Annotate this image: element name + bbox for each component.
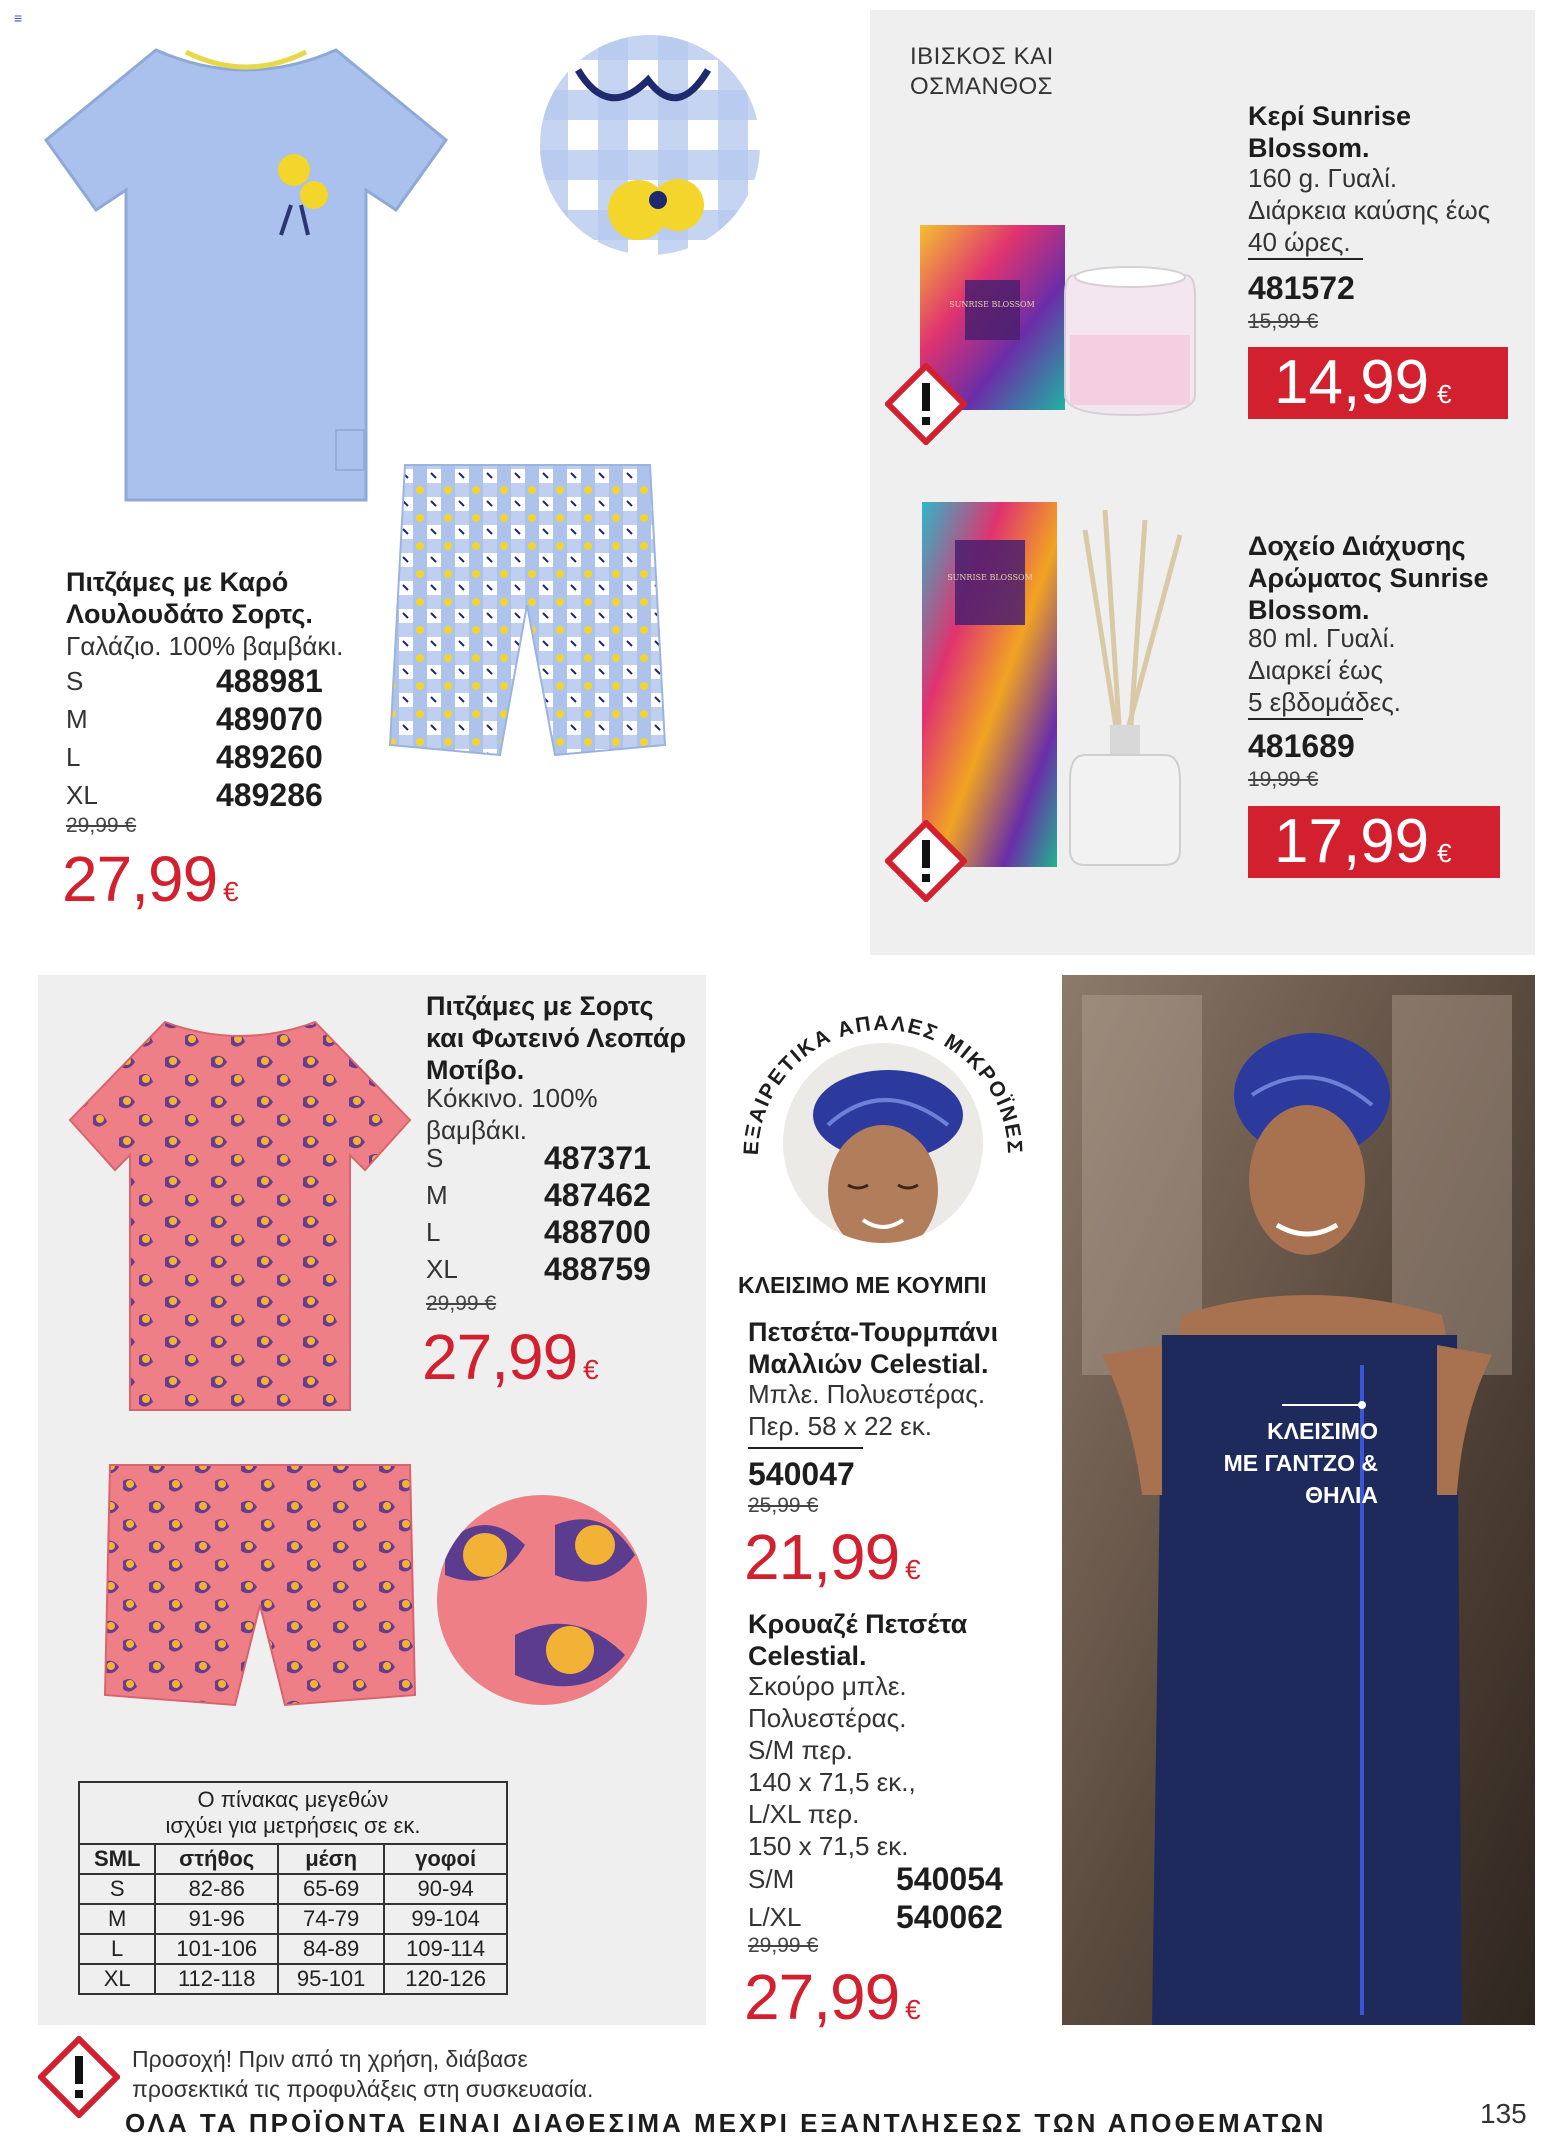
- table-header: SML: [79, 1844, 155, 1874]
- diffuser-code: 481689: [1248, 728, 1355, 764]
- turban-old-price: 25,99 €: [748, 1494, 819, 1517]
- turban-closure-label: ΚΛΕΙΣΙΜΟ ΜΕ ΚΟΥΜΠΙ: [738, 1272, 987, 1298]
- size-row: L/XL 540062: [748, 1899, 1003, 1935]
- warning-icon: [38, 2036, 120, 2118]
- availability-notice: ΟΛΑ ΤΑ ΠΡΟΪΟΝΤΑ ΕΙΝΑΙ ΔΙΑΘΕΣΙΜΑ ΜΕΧΡΙ ΕΞΑΝΤΛΗΣΕΩΣ ΤΩΝ ΑΠΟΘΕΜΑΤΩΝ: [125, 2108, 1327, 2138]
- blue-tshirt-image: [36, 30, 456, 510]
- checked-fabric-detail: [538, 30, 763, 260]
- divider: [748, 1447, 863, 1449]
- turban-price: 21,99 €: [744, 1521, 920, 1593]
- table-row: S 82-86 65-69 90-94: [79, 1874, 507, 1904]
- scent-label: ΙΒΙΣΚΟΣ ΚΑΙ ΟΣΜΑΝΘΟΣ: [910, 43, 1054, 100]
- diffuser-price: 17,99 €: [1248, 806, 1500, 878]
- size-chart: [78, 1781, 508, 1995]
- leopard-pyjama-sizes: [426, 1140, 651, 1288]
- candle-price: 14,99 €: [1248, 347, 1508, 419]
- table-row: XL 112-118 95-101 120-126: [79, 1964, 507, 1994]
- diffuser-desc: 80 ml. Γυαλί. Διαρκεί έως 5 εβδομάδες.: [1248, 623, 1401, 717]
- wrap-towel-desc: Σκούρο μπλε. Πολυεστέρας. S/M περ. 140 x 71,5 εκ., L/XL περ. 150 x 71,5 εκ.: [748, 1671, 916, 1861]
- diffuser-title: Δοχείο Διάχυσης Αρώματος Sunrise Blossom.: [1248, 531, 1489, 625]
- size-row: S/M 540054: [748, 1861, 1003, 1897]
- turban-arc-text: ΕΞΑΙΡΕΤΙΚΑ ΑΠΑΛΕΣ ΜΙΚΡΟΪΝΕΣ: [739, 1011, 1027, 1156]
- leopard-pyjama-title: Πιτζάμες με Σορτς και Φωτεινό Λεοπάρ Μοτίβο.: [426, 991, 687, 1085]
- wrap-towel-title: Κρουαζέ Πετσέτα Celestial.: [748, 1609, 968, 1671]
- size-row: M 487462: [426, 1177, 651, 1213]
- size-row: XL 489286: [66, 777, 323, 813]
- checked-shorts-image: [385, 455, 670, 775]
- wrap-towel-sizes: [748, 1860, 1003, 1936]
- size-row: S 487371: [426, 1140, 651, 1176]
- leopard-pyjama-old-price: 29,99 €: [426, 1292, 497, 1315]
- candle-box-text: SUNRISE BLOSSOM: [949, 300, 1035, 309]
- size-row: S 488981: [66, 663, 323, 699]
- checked-pyjama-old-price: 29,99 €: [66, 814, 137, 837]
- leopard-pyjama-desc: Κόκκινο. 100% βαμβάκι.: [426, 1083, 598, 1145]
- table-header: μέση: [278, 1844, 384, 1874]
- wrap-towel-photo-label: ΚΛΕΙΣΙΜΟ ΜΕ ΓΑΝΤΖΟ & ΘΗΛΙΑ: [1223, 1418, 1378, 1508]
- turban-badge: [718, 975, 1048, 1265]
- table-row: L 101-106 84-89 109-114: [79, 1934, 507, 1964]
- leopard-shorts-image: [95, 1455, 425, 1725]
- warning-note: Προσοχή! Πριν από τη χρήση, διάβασε προσεκτικά τις προφυλάξεις στη συσκευασία.: [132, 2046, 594, 2102]
- corner-mark: ≡: [14, 10, 23, 26]
- table-row: M 91-96 74-79 99-104: [79, 1904, 507, 1934]
- checked-pyjama-price: 27,99 €: [62, 843, 238, 915]
- checked-pyjama-sizes: [66, 662, 323, 814]
- size-row: L 488700: [426, 1214, 651, 1250]
- divider: [1248, 258, 1363, 260]
- leopard-fabric-detail: [435, 1485, 650, 1715]
- turban-title: Πετσέτα-Τουρμπάνι Μαλλιών Celestial.: [748, 1317, 999, 1379]
- turban-desc: Μπλε. Πολυεστέρας. Περ. 58 x 22 εκ.: [748, 1379, 986, 1441]
- page-number: 135: [1480, 2098, 1527, 2129]
- candle-code: 481572: [1248, 270, 1355, 306]
- size-row: M 489070: [66, 701, 323, 737]
- table-header: στήθος: [155, 1844, 278, 1874]
- leopard-tshirt-image: [65, 1010, 415, 1420]
- size-chart-table: [78, 1843, 508, 1995]
- wrap-towel-old-price: 29,99 €: [748, 1934, 819, 1957]
- size-chart-caption: Ο πίνακας μεγεθών ισχύει για μετρήσεις σε εκ.: [78, 1781, 508, 1843]
- checked-pyjama-title: Πιτζάμες με Καρό Λουλουδάτο Σορτς.: [66, 567, 313, 629]
- table-header: γοφοί: [384, 1844, 507, 1874]
- candle-desc: 160 g. Γυαλί. Διάρκεια καύσης έως 40 ώρες.: [1248, 163, 1491, 257]
- leopard-pyjama-price: 27,99 €: [422, 1321, 598, 1393]
- divider: [1248, 718, 1363, 720]
- diffuser-old-price: 19,99 €: [1248, 768, 1319, 791]
- checked-pyjama-desc: Γαλάζιο. 100% βαμβάκι.: [66, 631, 344, 661]
- turban-code: 540047: [748, 1456, 855, 1492]
- candle-title: Κερί Sunrise Blossom.: [1248, 101, 1412, 163]
- size-row: XL 488759: [426, 1251, 651, 1287]
- diffuser-box-text: SUNRISE BLOSSOM: [947, 573, 1033, 582]
- wrap-towel-price: 27,99 €: [744, 1961, 920, 2033]
- warning-icon: [885, 820, 967, 902]
- size-row: L 489260: [66, 739, 323, 775]
- candle-old-price: 15,99 €: [1248, 310, 1319, 333]
- warning-icon: [885, 363, 967, 445]
